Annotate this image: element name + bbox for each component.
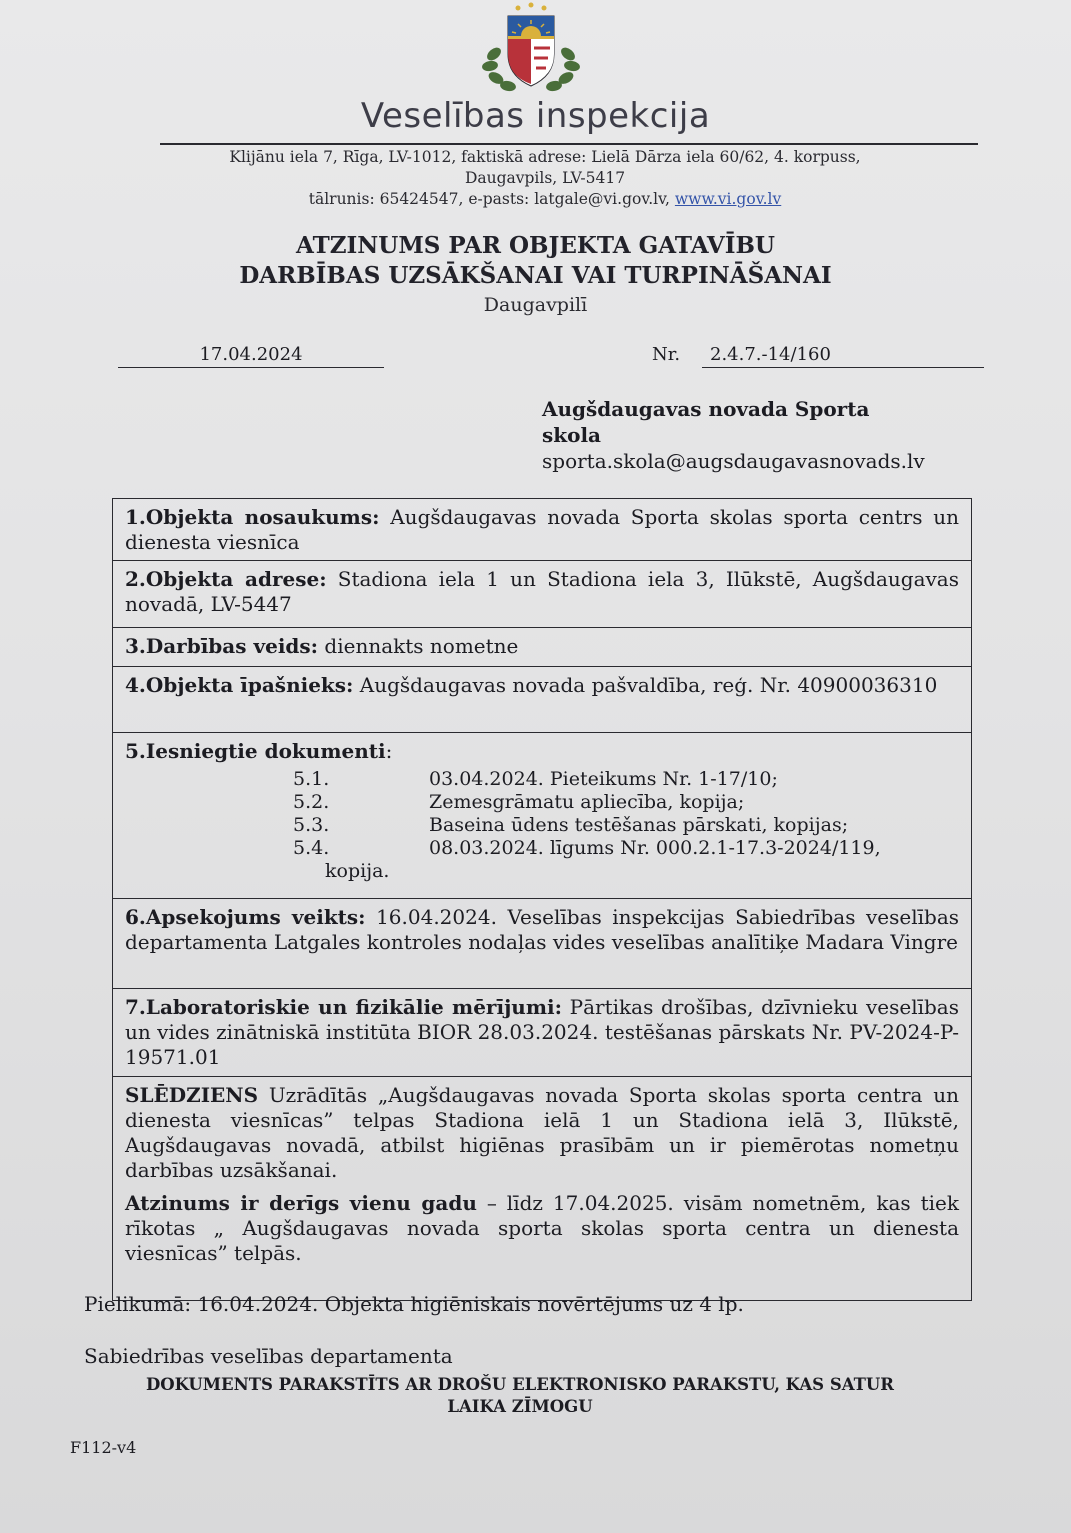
item-number: 5.3.	[293, 814, 330, 836]
section-text: Pārtikas drošības, dzīvnieku veselības un vides zinātniskā institūta BIOR 28.03.2024. testēšanas pārskats Nr. PV-2024-P-19571.01	[125, 995, 959, 1069]
section-label: 5.Iesniegtie dokumenti	[125, 739, 386, 763]
list-item	[125, 814, 959, 837]
recipient-name-line-2: skola	[542, 423, 602, 447]
section-label: 6.Apsekojums veikts:	[125, 905, 366, 929]
department-name: Sabiedrības veselības departamenta	[84, 1344, 453, 1368]
section-label: 4.Objekta īpašnieks:	[125, 673, 354, 697]
document-number: 2.4.7.-14/160	[702, 344, 984, 368]
section-label: 2.Objekta adrese:	[125, 567, 327, 591]
form-code: F112-v4	[70, 1438, 137, 1457]
recipient-block	[542, 396, 982, 474]
validity-text: – līdz 17.04.2025. visām nometnēm, kas tiek rīkotas „ Augšdaugavas novada sporta skolas sporta centra un dienesta viesnīcas” telpās.	[125, 1191, 959, 1265]
item-text: Baseina ūdens testēšanas pārskati, kopijas;	[429, 814, 849, 836]
address-line-1: Klijānu iela 7, Rīga, LV-1012, faktiskā adrese: Lielā Dārza iela 60/62, 4. korpuss,	[229, 148, 861, 166]
validity-label: Atzinums ir derīgs vienu gadu	[125, 1191, 477, 1215]
recipient-email: sporta.skola@augsdaugavasnovads.lv	[542, 449, 925, 473]
item-text: 08.03.2024. līgums Nr. 000.2.1-17.3-2024/119,	[429, 837, 881, 859]
document-title-line-1: ATZINUMS PAR OBJEKTA GATAVĪBU	[296, 232, 775, 259]
signature-line-2: LAIKA ZĪMOGU	[447, 1397, 593, 1416]
item-number: 5.1.	[293, 768, 330, 790]
address-line-2: Daugavpils, LV-5417	[464, 169, 626, 187]
section-text: Stadiona iela 1 un Stadiona iela 3, Ilūkstē, Augšdaugavas novadā, LV-5447	[125, 567, 959, 616]
number-label: Nr.	[652, 344, 681, 365]
list-item	[125, 791, 959, 814]
section-label: 7.Laboratoriskie un fizikālie mērījumi:	[125, 995, 562, 1019]
issue-date: 17.04.2024	[118, 344, 384, 368]
annex-note: Pielikumā: 16.04.2024. Objekta higiēniskais novērtējums uz 4 lp.	[84, 1292, 744, 1316]
section-lab-measurements	[113, 989, 971, 1077]
section-object-owner	[113, 667, 971, 733]
conclusion-label: SLĒDZIENS	[125, 1083, 259, 1107]
section-label: 3.Darbības veids:	[125, 634, 319, 658]
item-number: 5.4.	[293, 837, 330, 859]
section-label-colon: :	[385, 739, 393, 763]
agency-name: Veselības inspekcija	[360, 96, 711, 136]
contacts-line	[130, 190, 960, 208]
section-text: 16.04.2024. Veselības inspekcijas Sabiedrības veselības departamenta Latgales kontroles nodaļas vides veselības analītiķe Madara Vingre	[125, 905, 959, 954]
section-text: Augšdaugavas novada pašvaldība, reģ. Nr. 40900036310	[353, 673, 938, 697]
details-table	[112, 498, 972, 1301]
contacts-text: tālrunis: 65424547, e-pasts: latgale@vi.gov.lv,	[308, 190, 675, 208]
item-text: Zemesgrāmatu apliecība, kopija;	[429, 791, 745, 813]
header-divider	[160, 143, 978, 145]
item-text: 03.04.2024. Pieteikums Nr. 1-17/10;	[429, 768, 778, 790]
section-object-address	[113, 561, 971, 628]
signature-line-1: DOKUMENTS PARAKSTĪTS AR DROŠU ELEKTRONISKO PARAKSTU, KAS SATUR	[145, 1375, 895, 1394]
section-text: diennakts nometne	[318, 634, 519, 658]
e-signature-notice	[100, 1374, 940, 1418]
item-continuation: kopija.	[325, 860, 390, 882]
section-activity-type	[113, 628, 971, 667]
conclusion-text: Uzrādītās „Augšdaugavas novada Sporta skolas sporta centra un dienesta viesnīcas” telpas Stadiona ielā 1 un Stadiona ielā 3, Ilūkstē, Augšdaugavas novadā, atbilst higiēnas prasībām un ir piemērotas nometņu darbības uzsākšanai.	[125, 1083, 959, 1182]
section-conclusion	[113, 1077, 971, 1302]
issue-city: Daugavpilī	[483, 294, 588, 316]
section-object-name	[113, 499, 971, 561]
list-item	[125, 837, 959, 860]
section-inspection	[113, 899, 971, 989]
latvian-coat-of-arms-icon	[478, 2, 584, 92]
section-text: Augšdaugavas novada Sporta skolas sporta centrs un dienesta viesnīca	[125, 505, 960, 554]
section-submitted-documents	[113, 733, 971, 899]
document-title-line-2: DARBĪBAS UZSĀKŠANAI VAI TURPINĀŠANAI	[239, 262, 832, 289]
list-item	[125, 768, 959, 791]
website-link[interactable]: www.vi.gov.lv	[674, 190, 782, 208]
section-label: 1.Objekta nosaukums:	[125, 505, 380, 529]
item-number: 5.2.	[293, 791, 330, 813]
recipient-name-line-1: Augšdaugavas novada Sporta	[542, 397, 870, 421]
